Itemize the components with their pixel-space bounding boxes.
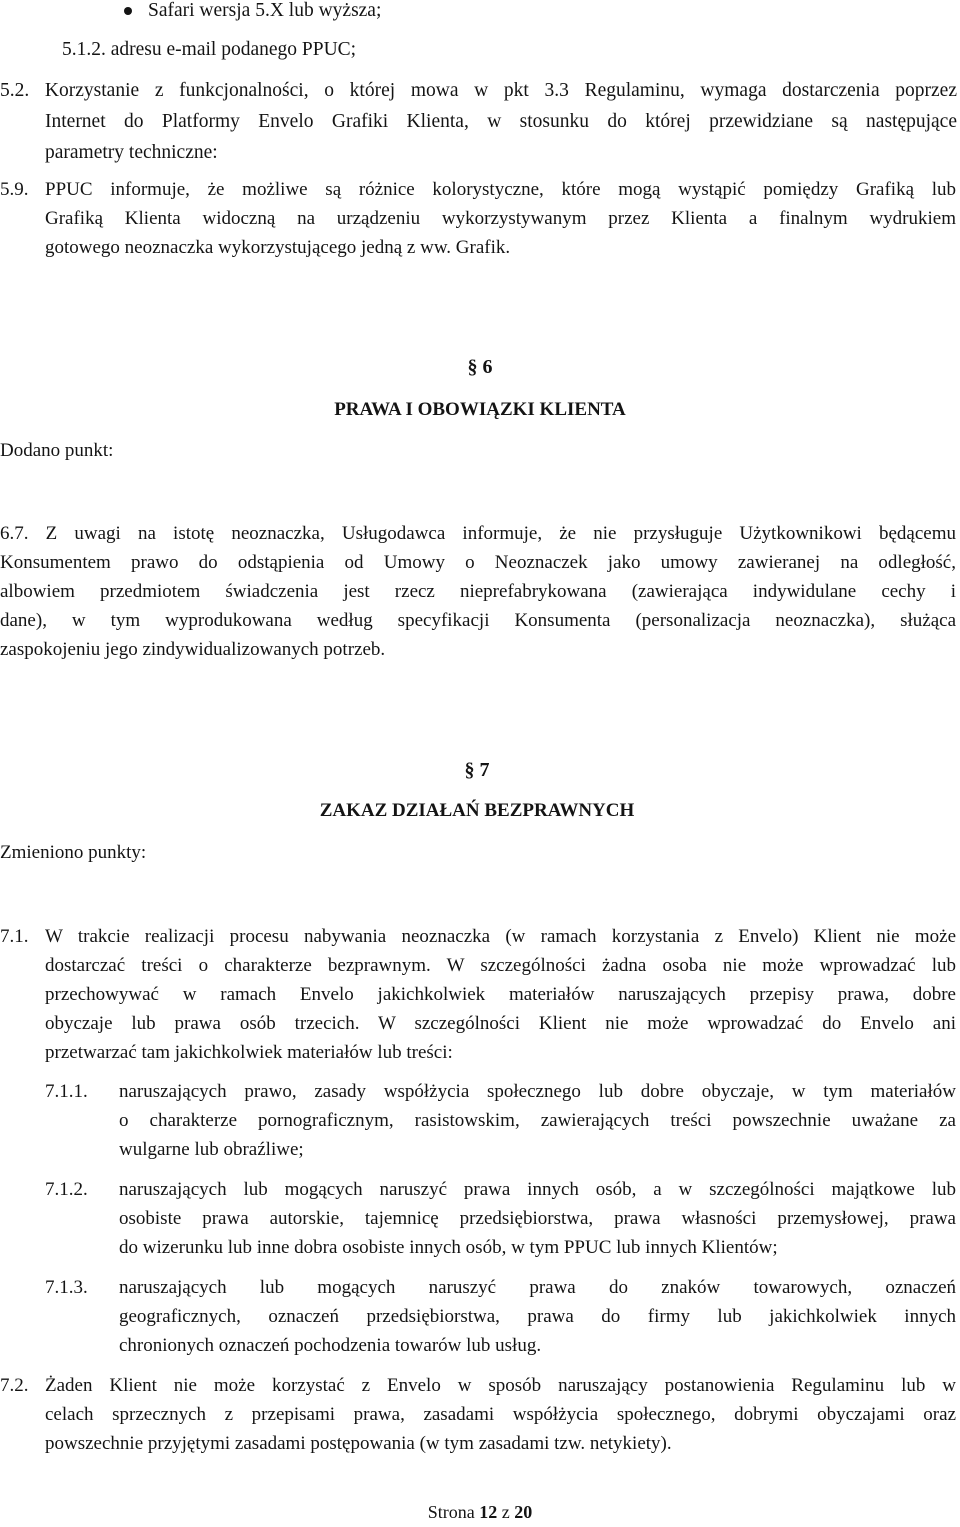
p713-line-3: chronionych oznaczeń pochodzenia towarów lub usług. <box>119 1335 542 1356</box>
paragraph-5-9-number: 5.9. <box>0 179 29 200</box>
item-7-1-1 <box>119 1077 956 1164</box>
p67-line-3: albowiem przedmiotem świadczenia jest rzecz nieprefabrykowana (zawierająca indywidulane cechy i <box>0 581 956 602</box>
footer-middle: z <box>501 1502 510 1522</box>
p712-line-2: osobiste prawa autorskie, tajemnicę przedsiębiorstwa, prawa własności przemysłowej, prawa <box>119 1208 956 1229</box>
p67-line-2: Konsumentem prawo do odstąpienia od Umowy o Neoznaczek jako umowy zawieranej na odległość, <box>0 552 956 573</box>
p713-line-1: naruszających lub mogących naruszyć prawa do znaków towarowych, oznaczeń <box>119 1277 956 1298</box>
p711-line-1: naruszających prawo, zasady współżycia społecznego lub dobre obyczaje, w tym materiałów <box>119 1081 956 1102</box>
paragraph-6-7 <box>0 519 956 664</box>
p71-line-5: przetwarzać tam jakichkolwiek materiałów lub treści: <box>45 1042 453 1063</box>
p712-line-1: naruszających lub mogących naruszyć prawa innych osób, a w szczególności majątkowe lub <box>119 1179 956 1200</box>
p71-line-4: obyczaje lub prawa osób trzecich. W szczególności Klient nie może wprowadzać do Envelo ani <box>45 1013 956 1034</box>
paragraph-5-9 <box>45 175 956 262</box>
paragraph-5-2 <box>0 75 957 168</box>
p71-line-2: dostarczać treści o charakterze bezprawnym. W szczególności żadna osoba nie może wprowadzać lub <box>45 955 956 976</box>
p713-line-2: geograficznych, oznaczeń przedsiębiorstwa, prawa do firmy lub jakichkolwiek innych <box>119 1306 956 1327</box>
p711-line-3: wulgarne lub obraźliwe; <box>119 1139 304 1160</box>
paragraph-7-1-number: 7.1. <box>0 926 29 947</box>
p52-line-1: 5.2. Korzystanie z funkcjonalności, o której mowa w pkt 3.3 Regulaminu, wymaga dostarczenia poprzez <box>0 80 957 101</box>
p72-line-1: Żaden Klient nie może korzystać z Envelo w sposób naruszający postanowienia Regulaminu lub w <box>45 1375 956 1396</box>
section-6-title: PRAWA I OBOWIĄZKI KLIENTA <box>334 399 626 420</box>
p59-line-1: PPUC informuje, że możliwe są różnice kolorystyczne, które mogą wystąpić pomiędzy Grafiką lub <box>45 179 956 200</box>
section-6-number: § 6 <box>467 356 493 378</box>
p71-line-3: przechowywać w ramach Envelo jakichkolwiek materiałów naruszających przepisy prawa, dobre <box>45 984 956 1005</box>
p59-line-3: gotowego neoznaczka wykorzystującego jedną z ww. Grafik. <box>45 237 511 258</box>
item-5-1-2: 5.1.2. adresu e-mail podanego PPUC; <box>62 39 357 60</box>
item-7-1-2-number: 7.1.2. <box>45 1179 88 1200</box>
item-7-1-2 <box>119 1175 956 1262</box>
page-footer <box>0 1502 960 1523</box>
p72-line-2: celach sprzecznych z przepisami prawa, zasadami współżycia społecznego, dobrymi obyczajami oraz <box>45 1404 956 1425</box>
p67-line-5: zaspokojeniu jego zindywidualizowanych potrzeb. <box>0 639 386 660</box>
bullet-item <box>148 0 381 26</box>
p67-line-4: dane), w tym wyprodukowana według specyfikacji Konsumenta (personalizacja neoznaczka), służąca <box>0 610 956 631</box>
footer-page-number: 12 <box>479 1502 498 1522</box>
bullet-text: Safari wersja 5.X lub wyższa; <box>148 0 382 21</box>
section-7-number: § 7 <box>464 759 490 781</box>
p711-line-2: o charakterze pornograficznym, rasistowskim, zawierających treści powszechnie uważane za <box>119 1110 956 1131</box>
footer-prefix: Strona <box>427 1502 475 1522</box>
p71-line-1: W trakcie realizacji procesu nabywania neoznaczka (w ramach korzystania z Envelo) Klient nie może <box>45 926 956 947</box>
footer-total-pages: 20 <box>514 1502 533 1522</box>
paragraph-7-2-number: 7.2. <box>0 1375 29 1396</box>
item-7-1-1-number: 7.1.1. <box>45 1081 88 1102</box>
paragraph-7-2 <box>45 1371 956 1458</box>
paragraph-7-1 <box>45 922 956 1067</box>
margin-note-added: Dodano punkt: <box>0 440 114 461</box>
p52-line-2: Internet do Platformy Envelo Grafiki Klienta, w stosunku do której przewidziane są następujące <box>45 111 957 132</box>
p52-line-3: parametry techniczne: <box>45 142 218 163</box>
item-7-1-3-number: 7.1.3. <box>45 1277 88 1298</box>
section-7-title: ZAKAZ DZIAŁAŃ BEZPRAWNYCH <box>319 800 635 821</box>
item-7-1-3 <box>119 1273 956 1360</box>
margin-note-changed: Zmieniono punkty: <box>0 842 147 863</box>
bullet-icon <box>124 7 132 15</box>
p712-line-3: do wizerunku lub inne dobra osobiste innych osób, w tym PPUC lub innych Klientów; <box>119 1237 778 1258</box>
p72-line-3: powszechnie przyjętymi zasadami postępowania (w tym zasadami tzw. netykiety). <box>45 1433 672 1454</box>
p67-line-1: 6.7. Z uwagi na istotę neoznaczka, Usługodawca informuje, że nie przysługuje Użytkownikowi będącemu <box>0 523 956 544</box>
p59-line-2: Grafiką Klienta widoczną na urządzeniu wykorzystywanym przez Klienta a finalnym wydrukiem <box>45 208 956 229</box>
